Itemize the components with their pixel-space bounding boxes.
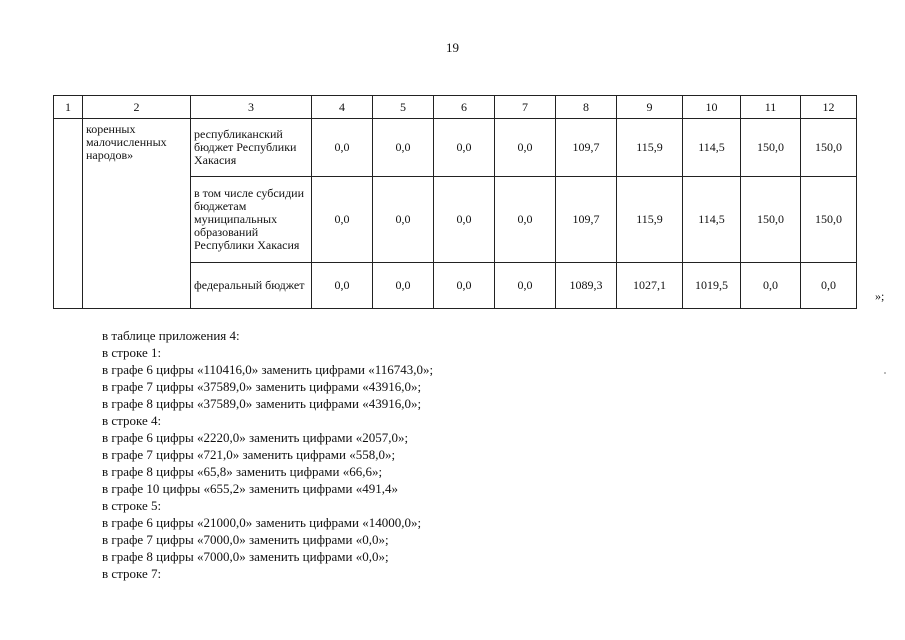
table-header-row xyxy=(54,96,857,119)
value-cell: 114,5 xyxy=(683,177,741,263)
amendment-line: в строке 5: xyxy=(102,498,162,513)
value-cell: 0,0 xyxy=(373,263,434,309)
value-cell: 0,0 xyxy=(495,263,556,309)
amendment-line: в графе 10 цифры «655,2» заменить цифрами «491,4» xyxy=(102,481,398,496)
value-cell: 0,0 xyxy=(312,177,373,263)
scan-speck xyxy=(884,372,886,374)
column-header: 8 xyxy=(556,96,617,119)
source-cell: республиканский бюджет Республики Хакасия xyxy=(191,119,312,177)
column-header: 5 xyxy=(373,96,434,119)
amendment-line: в строке 7: xyxy=(102,566,162,581)
appendix-table xyxy=(53,95,857,309)
column-header: 4 xyxy=(312,96,373,119)
value-cell: 0,0 xyxy=(312,119,373,177)
row-index-cell xyxy=(54,119,83,309)
amendment-line: в графе 6 цифры «21000,0» заменить цифрами «14000,0»; xyxy=(102,515,422,530)
value-cell: 115,9 xyxy=(617,177,683,263)
column-header: 11 xyxy=(741,96,801,119)
amendment-text xyxy=(102,327,433,582)
value-cell: 0,0 xyxy=(434,177,495,263)
value-cell: 115,9 xyxy=(617,119,683,177)
value-cell: 114,5 xyxy=(683,119,741,177)
amendment-line: в графе 6 цифры «2220,0» заменить цифрами «2057,0»; xyxy=(102,430,409,445)
value-cell: 150,0 xyxy=(741,177,801,263)
column-header: 3 xyxy=(191,96,312,119)
value-cell: 0,0 xyxy=(495,119,556,177)
column-header: 9 xyxy=(617,96,683,119)
column-header: 10 xyxy=(683,96,741,119)
value-cell: 0,0 xyxy=(373,119,434,177)
column-header: 7 xyxy=(495,96,556,119)
column-header: 1 xyxy=(54,96,83,119)
amendment-line: в графе 8 цифры «37589,0» заменить цифрами «43916,0»; xyxy=(102,396,422,411)
value-cell: 1089,3 xyxy=(556,263,617,309)
source-cell: в том числе субсидии бюджетам муниципальных образований Республики Хакасия xyxy=(191,177,312,263)
page-number: 19 xyxy=(446,40,459,55)
amendment-line: в графе 7 цифры «37589,0» заменить цифрами «43916,0»; xyxy=(102,379,422,394)
value-cell: 0,0 xyxy=(434,263,495,309)
amendment-line: в графе 8 цифры «7000,0» заменить цифрами «0,0»; xyxy=(102,549,389,564)
value-cell: 109,7 xyxy=(556,177,617,263)
column-header: 6 xyxy=(434,96,495,119)
column-header: 2 xyxy=(83,96,191,119)
amendment-line: в графе 8 цифры «65,8» заменить цифрами «66,6»; xyxy=(102,464,383,479)
amendment-line: в графе 6 цифры «110416,0» заменить цифрами «116743,0»; xyxy=(102,362,434,377)
value-cell: 109,7 xyxy=(556,119,617,177)
value-cell: 1027,1 xyxy=(617,263,683,309)
value-cell: 0,0 xyxy=(373,177,434,263)
value-cell: 150,0 xyxy=(741,119,801,177)
value-cell: 150,0 xyxy=(801,177,857,263)
amendment-line: в графе 7 цифры «721,0» заменить цифрами «558,0»; xyxy=(102,447,396,462)
column-header: 12 xyxy=(801,96,857,119)
value-cell: 150,0 xyxy=(801,119,857,177)
amendment-line: в строке 1: xyxy=(102,345,162,360)
value-cell: 0,0 xyxy=(434,119,495,177)
value-cell: 1019,5 xyxy=(683,263,741,309)
amendment-line: в графе 7 цифры «7000,0» заменить цифрами «0,0»; xyxy=(102,532,389,547)
value-cell: 0,0 xyxy=(495,177,556,263)
value-cell: 0,0 xyxy=(312,263,373,309)
amendment-line: в строке 4: xyxy=(102,413,162,428)
value-cell: 0,0 xyxy=(801,263,857,309)
table-row xyxy=(54,119,857,177)
group-label-cell: коренных малочисленных народов» xyxy=(83,119,191,309)
value-cell: 0,0 xyxy=(741,263,801,309)
amendment-line: в таблице приложения 4: xyxy=(102,328,240,343)
source-cell: федеральный бюджет xyxy=(191,263,312,309)
closing-quote-mark: »; xyxy=(875,289,885,303)
